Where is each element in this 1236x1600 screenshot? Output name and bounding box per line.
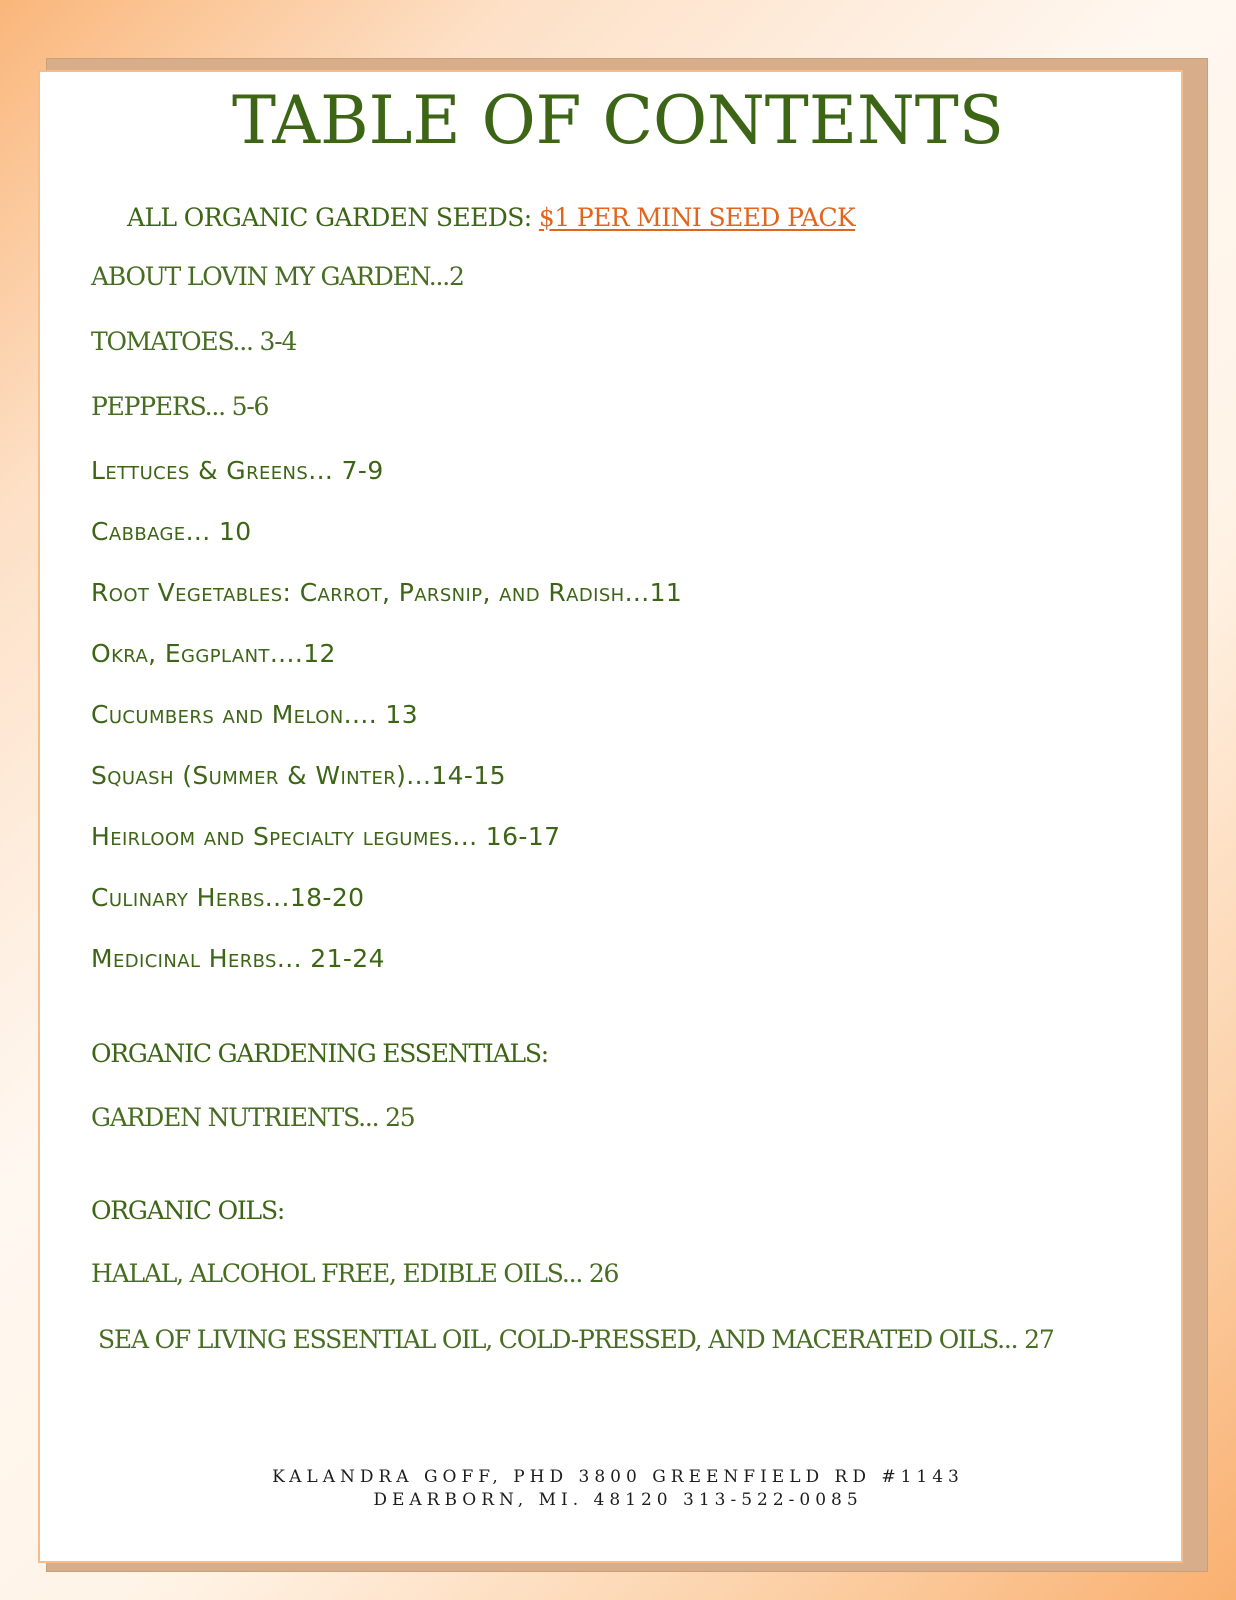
toc-entry-legumes[interactable]: Heirloom and Specialty legumes... 16-17 bbox=[91, 822, 561, 851]
footer-address-line: KALANDRA GOFF, PHD 3800 GREENFIELD RD #1143 bbox=[272, 1467, 964, 1487]
toc-entry-about[interactable]: ABOUT LOVIN MY GARDEN...2 bbox=[91, 262, 464, 291]
toc-entry-squash[interactable]: Squash (Summer & Winter)...14-15 bbox=[91, 761, 506, 790]
toc-entry-garden-nutrients[interactable]: GARDEN NUTRIENTS... 25 bbox=[91, 1103, 415, 1132]
toc-entry-tomatoes[interactable]: TOMATOES... 3-4 bbox=[91, 327, 297, 356]
toc-entry-cucumbers[interactable]: Cucumbers and Melon.... 13 bbox=[91, 700, 418, 729]
section-heading-essentials: ORGANIC GARDENING ESSENTIALS: bbox=[91, 1039, 548, 1068]
seed-pricing-link[interactable]: $1 PER MINI SEED PACK bbox=[538, 203, 856, 232]
toc-entry-culinary-herbs[interactable]: Culinary Herbs...18-20 bbox=[91, 883, 365, 912]
section-heading-oils: ORGANIC OILS: bbox=[91, 1196, 285, 1225]
toc-entry-lettuces[interactable]: Lettuces & Greens... 7-9 bbox=[91, 456, 384, 485]
footer-city-phone-line: DEARBORN, MI. 48120 313-522-0085 bbox=[373, 1490, 863, 1510]
seed-pricing-lead: ALL ORGANIC GARDEN SEEDS: bbox=[127, 203, 539, 232]
toc-entry-medicinal-herbs[interactable]: Medicinal Herbs... 21-24 bbox=[91, 944, 385, 973]
toc-entry-okra[interactable]: Okra, Eggplant....12 bbox=[91, 639, 336, 668]
toc-entry-peppers[interactable]: PEPPERS... 5-6 bbox=[91, 392, 269, 421]
seed-pricing-line bbox=[127, 203, 855, 232]
toc-entry-edible-oils[interactable]: HALAL, ALCOHOL FREE, EDIBLE OILS... 26 bbox=[91, 1259, 619, 1288]
page-title: TABLE OF CONTENTS bbox=[232, 82, 1004, 159]
toc-entry-essential-oils[interactable]: SEA OF LIVING ESSENTIAL OIL, COLD-PRESSED, AND MACERATED OILS... 27 bbox=[98, 1325, 1054, 1354]
contact-footer bbox=[0, 1466, 1236, 1512]
toc-entry-root-vegetables[interactable]: Root Vegetables: Carrot, Parsnip, and Radish...11 bbox=[91, 578, 683, 607]
toc-entry-cabbage[interactable]: Cabbage... 10 bbox=[91, 517, 252, 546]
